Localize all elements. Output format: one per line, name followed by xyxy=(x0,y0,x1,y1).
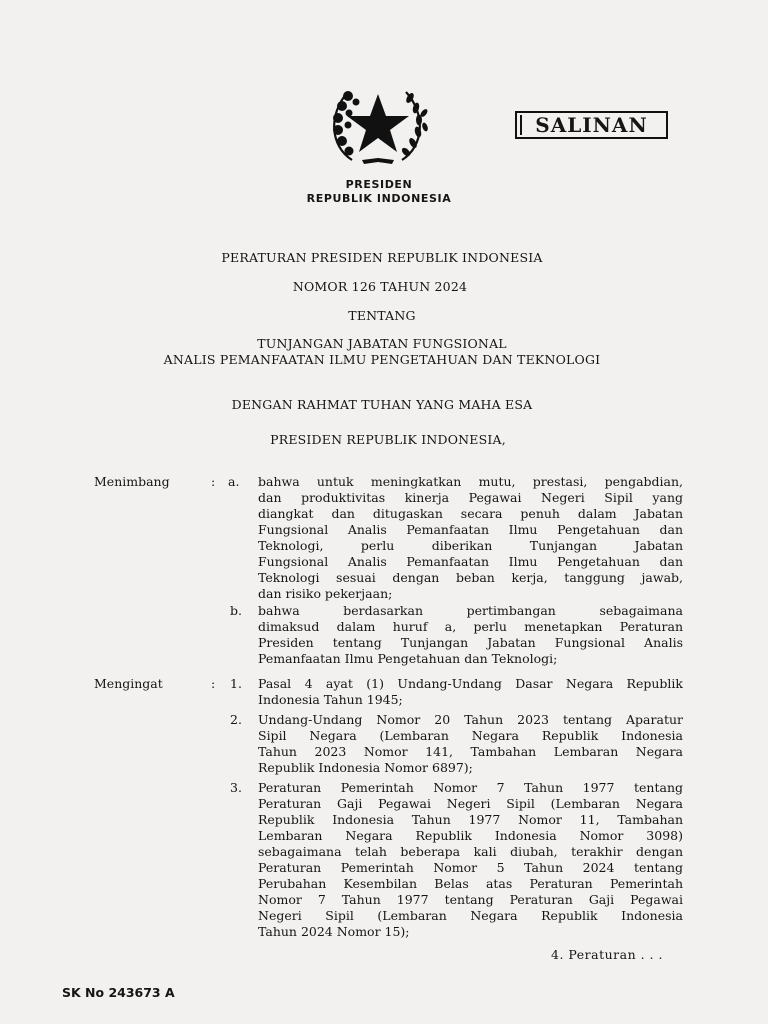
president-heading: PRESIDEN REPUBLIK INDONESIA, xyxy=(270,432,506,447)
regulation-number: NOMOR 126 TAHUN 2024 xyxy=(292,279,468,294)
mengingat-item-3 xyxy=(258,780,683,940)
text-line: Republik Indonesia Nomor 6897); xyxy=(258,760,473,775)
item-marker: a. xyxy=(228,474,240,489)
text-line: Fungsional Analis Pemanfaatan Ilmu Pengetahuan dan xyxy=(258,554,683,569)
menimbang-colon: : xyxy=(211,474,216,489)
text-line: bahwa berdasarkan pertimbangan sebagaimana xyxy=(258,603,683,618)
sk-number: SK No 243673 A xyxy=(62,985,175,1000)
text-line: bahwa untuk meningkatkan mutu, prestasi, pengabdian, xyxy=(258,474,683,489)
text-line: dan risiko pekerjaan; xyxy=(258,586,393,601)
presidential-emblem-icon xyxy=(322,80,432,168)
text-line: Republik Indonesia Tahun 1977 Nomor 11, Tambahan xyxy=(258,812,683,827)
text-line: Indonesia Tahun 1945; xyxy=(258,692,403,707)
text-line: Tahun 2023 Nomor 141, Tambahan Lembaran Negara xyxy=(258,744,683,759)
menimbang-item-b xyxy=(258,603,683,667)
item-marker: 1. xyxy=(230,676,242,691)
text-line: Nomor 7 Tahun 1977 tentang Peraturan Gaji Pegawai xyxy=(258,892,683,907)
text-line: Peraturan Gaji Pegawai Negeri Sipil (Lembaran Negara xyxy=(258,796,683,811)
continuation-marker: 4. Peraturan . . . xyxy=(551,947,663,962)
text-line: Lembaran Negara Republik Indonesia Nomor 3098) xyxy=(258,828,683,843)
regulation-title: PERATURAN PRESIDEN REPUBLIK INDONESIA xyxy=(221,250,543,265)
tentang-heading: TENTANG xyxy=(348,308,416,323)
text-line: Teknologi, perlu diberikan Tunjangan Jabatan xyxy=(258,538,683,553)
item-marker: 2. xyxy=(230,712,242,727)
text-line: Pemanfaatan Ilmu Pengetahuan dan Teknologi; xyxy=(258,651,558,666)
text-line: sebagaimana telah beberapa kali diubah, terakhir dengan xyxy=(258,844,683,859)
invocation: DENGAN RAHMAT TUHAN YANG MAHA ESA xyxy=(231,397,533,412)
mengingat-item-1 xyxy=(258,676,683,708)
text-line: Teknologi sesuai dengan beban kerja, tanggung jawab, xyxy=(258,570,683,585)
issuer-line-2: REPUBLIK INDONESIA xyxy=(306,192,452,205)
subject-line-1: TUNJANGAN JABATAN FUNGSIONAL xyxy=(257,336,507,351)
item-marker: 3. xyxy=(230,780,242,795)
mengingat-item-2 xyxy=(258,712,683,776)
text-line: Peraturan Pemerintah Nomor 7 Tahun 1977 tentang xyxy=(258,780,683,795)
menimbang-item-a xyxy=(258,474,683,602)
text-line: dan produktivitas kinerja Pegawai Negeri Sipil yang xyxy=(258,490,683,505)
menimbang-label: Menimbang xyxy=(94,474,170,489)
text-line: Pasal 4 ayat (1) Undang-Undang Dasar Negara Republik xyxy=(258,676,683,691)
salinan-stamp: SALINAN xyxy=(515,111,668,139)
text-line: diangkat dan ditugaskan secara penuh dalam Jabatan xyxy=(258,506,683,521)
text-line: Negeri Sipil (Lembaran Negara Republik Indonesia xyxy=(258,908,683,923)
text-line: Presiden tentang Tunjangan Jabatan Fungsional Analis xyxy=(258,635,683,650)
text-line: Fungsional Analis Pemanfaatan Ilmu Pengetahuan dan xyxy=(258,522,683,537)
text-line: Perubahan Kesembilan Belas atas Peraturan Pemerintah xyxy=(258,876,683,891)
text-line: Sipil Negara (Lembaran Negara Republik Indonesia xyxy=(258,728,683,743)
text-line: Tahun 2024 Nomor 15); xyxy=(258,924,410,939)
text-line: dimaksud dalam huruf a, perlu menetapkan Peraturan xyxy=(258,619,683,634)
text-line: Peraturan Pemerintah Nomor 5 Tahun 2024 tentang xyxy=(258,860,683,875)
mengingat-label: Mengingat xyxy=(94,676,163,691)
text-line: Undang-Undang Nomor 20 Tahun 2023 tentang Aparatur xyxy=(258,712,683,727)
item-marker: b. xyxy=(230,603,242,618)
issuer-line-1: PRESIDEN xyxy=(345,178,413,191)
mengingat-colon: : xyxy=(211,676,216,691)
subject-line-2: ANALIS PEMANFAATAN ILMU PENGETAHUAN DAN TEKNOLOGI xyxy=(163,352,601,367)
